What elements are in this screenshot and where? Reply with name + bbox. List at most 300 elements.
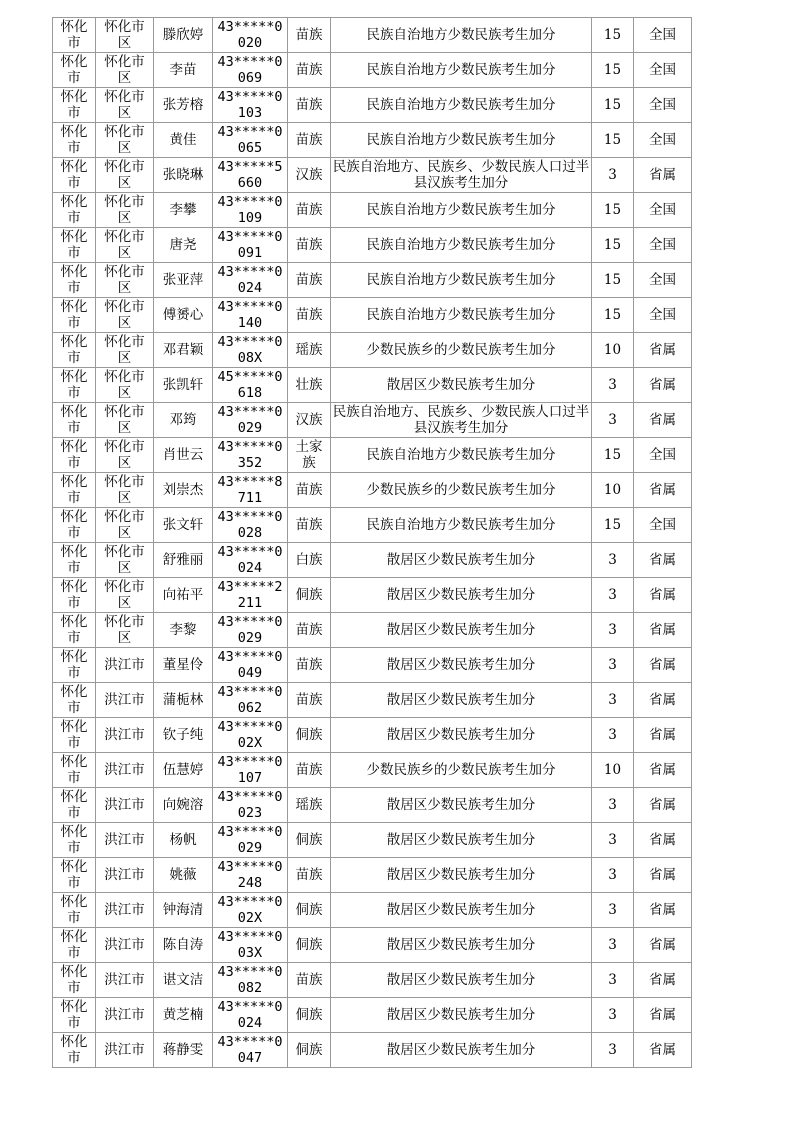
city-cell — [53, 753, 96, 788]
bonus-points-cell — [592, 893, 634, 928]
county-cell-text: 怀化市区 — [104, 159, 145, 191]
bonus-reason-cell — [331, 368, 592, 403]
city-cell — [53, 88, 96, 123]
ethnicity-cell-text: 瑶族 — [295, 342, 323, 358]
city-cell — [53, 1033, 96, 1068]
ethnicity-cell-text: 苗族 — [295, 972, 323, 988]
bonus-points-cell-text: 15 — [603, 132, 622, 148]
city-cell — [53, 368, 96, 403]
name-cell — [154, 298, 213, 333]
bonus-points-cell-text: 3 — [608, 832, 617, 848]
name-cell-text: 伍慧婷 — [162, 762, 204, 778]
bonus-reason-cell — [331, 473, 592, 508]
table-row — [53, 53, 692, 88]
name-cell-text: 李苗 — [169, 62, 197, 78]
name-cell-text: 陈自涛 — [162, 937, 204, 953]
id-number-cell — [213, 298, 288, 333]
table-row — [53, 753, 692, 788]
ethnicity-cell-text: 侗族 — [295, 937, 323, 953]
scope-cell — [634, 473, 692, 508]
scope-cell-text: 省属 — [649, 412, 676, 428]
table-row — [53, 508, 692, 543]
bonus-reason-cell-text: 民族自治地方少数民族考生加分 — [366, 27, 556, 43]
id-number-cell-text: 43*****0020 — [217, 19, 283, 51]
id-number-cell-text: 43*****0024 — [217, 264, 283, 296]
id-number-cell — [213, 158, 288, 193]
id-number-cell-text: 43*****0028 — [217, 509, 283, 541]
bonus-reason-cell-text: 散居区少数民族考生加分 — [386, 587, 536, 603]
county-cell-text: 洪江市 — [104, 762, 145, 778]
scope-cell — [634, 963, 692, 998]
name-cell — [154, 648, 213, 683]
id-number-cell-text: 43*****0029 — [217, 824, 283, 856]
bonus-points-cell — [592, 648, 634, 683]
scope-cell-text: 省属 — [649, 167, 676, 183]
scope-cell — [634, 263, 692, 298]
name-cell-text: 滕欣婷 — [162, 27, 204, 43]
bonus-points-cell — [592, 18, 634, 53]
bonus-points-cell — [592, 53, 634, 88]
bonus-reason-cell-text: 散居区少数民族考生加分 — [386, 1042, 536, 1058]
bonus-reason-cell-text: 民族自治地方少数民族考生加分 — [366, 202, 556, 218]
id-number-cell-text: 43*****0091 — [217, 229, 283, 261]
bonus-reason-cell-text: 民族自治地方、民族乡、少数民族人口过半县汉族考生加分 — [332, 159, 590, 191]
bonus-reason-cell-text: 民族自治地方、民族乡、少数民族人口过半县汉族考生加分 — [332, 404, 590, 436]
bonus-points-cell — [592, 823, 634, 858]
bonus-points-cell-text: 15 — [603, 517, 622, 533]
name-cell — [154, 193, 213, 228]
ethnicity-cell-text: 苗族 — [295, 27, 323, 43]
scope-cell — [634, 893, 692, 928]
name-cell — [154, 438, 213, 473]
ethnicity-cell-text: 侗族 — [295, 902, 323, 918]
city-cell-text: 怀化市 — [60, 474, 88, 506]
id-number-cell-text: 43*****0140 — [217, 299, 283, 331]
county-cell — [96, 613, 154, 648]
id-number-cell-text: 43*****0023 — [217, 789, 283, 821]
county-cell — [96, 403, 154, 438]
name-cell-text: 钟海清 — [162, 902, 204, 918]
table-row — [53, 578, 692, 613]
scope-cell — [634, 18, 692, 53]
county-cell-text: 怀化市区 — [104, 579, 145, 611]
id-number-cell — [213, 508, 288, 543]
ethnicity-cell — [288, 508, 331, 543]
name-cell — [154, 158, 213, 193]
bonus-reason-cell-text: 民族自治地方少数民族考生加分 — [366, 132, 556, 148]
id-number-cell-text: 43*****0107 — [217, 754, 283, 786]
bonus-reason-cell-text: 散居区少数民族考生加分 — [386, 657, 536, 673]
bonus-reason-cell-text: 少数民族乡的少数民族考生加分 — [366, 482, 556, 498]
ethnicity-cell — [288, 823, 331, 858]
ethnicity-cell-text: 侗族 — [295, 1007, 323, 1023]
city-cell-text: 怀化市 — [60, 334, 88, 366]
city-cell — [53, 123, 96, 158]
county-cell — [96, 123, 154, 158]
bonus-points-cell — [592, 928, 634, 963]
bonus-points-cell — [592, 963, 634, 998]
scope-cell — [634, 753, 692, 788]
scope-cell-text: 省属 — [649, 482, 676, 498]
county-cell-text: 怀化市区 — [104, 194, 145, 226]
table-row — [53, 613, 692, 648]
id-number-cell — [213, 368, 288, 403]
id-number-cell-text: 43*****0248 — [217, 859, 283, 891]
id-number-cell — [213, 718, 288, 753]
scope-cell-text: 省属 — [649, 867, 676, 883]
table-row — [53, 298, 692, 333]
bonus-points-cell-text: 15 — [603, 27, 622, 43]
id-number-cell-text: 43*****0029 — [217, 614, 283, 646]
city-cell-text: 怀化市 — [60, 579, 88, 611]
table-row — [53, 333, 692, 368]
id-number-cell — [213, 1033, 288, 1068]
bonus-reason-cell — [331, 788, 592, 823]
table-row — [53, 928, 692, 963]
scope-cell — [634, 543, 692, 578]
city-cell — [53, 823, 96, 858]
city-cell-text: 怀化市 — [60, 964, 88, 996]
name-cell — [154, 543, 213, 578]
county-cell-text: 怀化市区 — [104, 474, 145, 506]
id-number-cell-text: 43*****0049 — [217, 649, 283, 681]
bonus-points-cell-text: 10 — [603, 762, 622, 778]
table-row — [53, 543, 692, 578]
name-cell-text: 邓君颖 — [162, 342, 204, 358]
city-cell-text: 怀化市 — [60, 509, 88, 541]
city-cell-text: 怀化市 — [60, 404, 88, 436]
bonus-points-cell — [592, 683, 634, 718]
city-cell-text: 怀化市 — [60, 264, 88, 296]
ethnicity-cell-text: 土家族 — [295, 439, 323, 471]
name-cell — [154, 788, 213, 823]
city-cell — [53, 683, 96, 718]
county-cell — [96, 718, 154, 753]
bonus-reason-cell — [331, 298, 592, 333]
table-row — [53, 963, 692, 998]
scope-cell-text: 省属 — [649, 377, 676, 393]
bonus-reason-cell-text: 散居区少数民族考生加分 — [386, 937, 536, 953]
name-cell — [154, 473, 213, 508]
id-number-cell-text: 43*****0065 — [217, 124, 283, 156]
id-number-cell — [213, 963, 288, 998]
city-cell-text: 怀化市 — [60, 824, 88, 856]
bonus-points-cell-text: 3 — [608, 797, 617, 813]
bonus-reason-cell-text: 散居区少数民族考生加分 — [386, 727, 536, 743]
city-cell — [53, 543, 96, 578]
bonus-reason-cell-text: 少数民族乡的少数民族考生加分 — [366, 342, 556, 358]
bonus-points-cell — [592, 718, 634, 753]
table-row — [53, 718, 692, 753]
city-cell-text: 怀化市 — [60, 299, 88, 331]
bonus-reason-cell — [331, 893, 592, 928]
name-cell-text: 舒雅丽 — [162, 552, 204, 568]
name-cell-text: 张凯轩 — [162, 377, 204, 393]
ethnicity-cell-text: 汉族 — [295, 412, 323, 428]
county-cell-text: 怀化市区 — [104, 439, 145, 471]
bonus-points-cell — [592, 543, 634, 578]
name-cell-text: 张芳榕 — [162, 97, 204, 113]
id-number-cell — [213, 53, 288, 88]
bonus-reason-cell — [331, 403, 592, 438]
city-cell-text: 怀化市 — [60, 54, 88, 86]
name-cell-text: 谌文洁 — [162, 972, 204, 988]
id-number-cell — [213, 228, 288, 263]
county-cell — [96, 298, 154, 333]
city-cell — [53, 298, 96, 333]
scope-cell — [634, 88, 692, 123]
bonus-points-cell — [592, 578, 634, 613]
bonus-reason-cell — [331, 123, 592, 158]
scope-cell-text: 省属 — [649, 762, 676, 778]
ethnicity-cell-text: 苗族 — [295, 692, 323, 708]
bonus-points-cell-text: 15 — [603, 237, 622, 253]
table-row — [53, 228, 692, 263]
name-cell-text: 姚薇 — [169, 867, 197, 883]
name-cell — [154, 998, 213, 1033]
ethnicity-cell-text: 白族 — [295, 552, 323, 568]
id-number-cell-text: 43*****0024 — [217, 544, 283, 576]
county-cell-text: 洪江市 — [104, 867, 145, 883]
city-cell — [53, 928, 96, 963]
bonus-reason-cell-text: 民族自治地方少数民族考生加分 — [366, 447, 556, 463]
bonus-reason-cell-text: 散居区少数民族考生加分 — [386, 622, 536, 638]
city-cell — [53, 333, 96, 368]
bonus-points-cell — [592, 858, 634, 893]
county-cell — [96, 683, 154, 718]
scope-cell-text: 省属 — [649, 902, 676, 918]
bonus-points-cell-text: 15 — [603, 307, 622, 323]
ethnicity-cell-text: 壮族 — [295, 377, 323, 393]
county-cell — [96, 193, 154, 228]
name-cell-text: 傅赟心 — [162, 307, 204, 323]
name-cell — [154, 928, 213, 963]
bonus-points-cell — [592, 473, 634, 508]
county-cell — [96, 263, 154, 298]
city-cell — [53, 858, 96, 893]
ethnicity-cell — [288, 88, 331, 123]
county-cell-text: 洪江市 — [104, 902, 145, 918]
bonus-reason-cell — [331, 858, 592, 893]
city-cell-text: 怀化市 — [60, 894, 88, 926]
ethnicity-cell-text: 苗族 — [295, 307, 323, 323]
bonus-points-cell — [592, 298, 634, 333]
county-cell — [96, 333, 154, 368]
bonus-reason-cell-text: 少数民族乡的少数民族考生加分 — [366, 762, 556, 778]
ethnicity-cell-text: 苗族 — [295, 762, 323, 778]
bonus-points-cell-text: 3 — [608, 972, 617, 988]
bonus-points-cell — [592, 508, 634, 543]
city-cell — [53, 508, 96, 543]
name-cell-text: 李攀 — [169, 202, 197, 218]
table-row — [53, 123, 692, 158]
id-number-cell — [213, 683, 288, 718]
county-cell-text: 洪江市 — [104, 972, 145, 988]
bonus-reason-cell — [331, 18, 592, 53]
id-number-cell — [213, 578, 288, 613]
bonus-reason-cell — [331, 543, 592, 578]
scope-cell — [634, 1033, 692, 1068]
bonus-reason-cell-text: 民族自治地方少数民族考生加分 — [366, 272, 556, 288]
scope-cell — [634, 158, 692, 193]
scope-cell — [634, 823, 692, 858]
id-number-cell-text: 43*****002X — [217, 719, 283, 751]
ethnicity-cell-text: 瑶族 — [295, 797, 323, 813]
name-cell — [154, 228, 213, 263]
bonus-reason-cell-text: 散居区少数民族考生加分 — [386, 797, 536, 813]
city-cell-text: 怀化市 — [60, 369, 88, 401]
id-number-cell-text: 43*****008X — [217, 334, 283, 366]
table-row — [53, 193, 692, 228]
bonus-reason-cell-text: 民族自治地方少数民族考生加分 — [366, 97, 556, 113]
ethnicity-cell-text: 苗族 — [295, 622, 323, 638]
ethnicity-cell-text: 苗族 — [295, 272, 323, 288]
name-cell — [154, 88, 213, 123]
county-cell-text: 洪江市 — [104, 727, 145, 743]
id-number-cell-text: 43*****0082 — [217, 964, 283, 996]
bonus-points-cell-text: 15 — [603, 62, 622, 78]
bonus-points-cell — [592, 788, 634, 823]
county-cell — [96, 508, 154, 543]
ethnicity-cell-text: 苗族 — [295, 867, 323, 883]
id-number-cell-text: 43*****0109 — [217, 194, 283, 226]
city-cell — [53, 998, 96, 1033]
ethnicity-cell — [288, 1033, 331, 1068]
county-cell — [96, 963, 154, 998]
name-cell — [154, 963, 213, 998]
city-cell-text: 怀化市 — [60, 1034, 88, 1066]
name-cell — [154, 613, 213, 648]
scope-cell-text: 全国 — [649, 447, 676, 463]
scope-cell — [634, 508, 692, 543]
table-row — [53, 263, 692, 298]
id-number-cell-text: 45*****0618 — [217, 369, 283, 401]
table-row — [53, 438, 692, 473]
city-cell-text: 怀化市 — [60, 19, 88, 51]
bonus-points-cell — [592, 193, 634, 228]
city-cell-text: 怀化市 — [60, 229, 88, 261]
id-number-cell — [213, 438, 288, 473]
bonus-points-cell — [592, 123, 634, 158]
county-cell-text: 洪江市 — [104, 657, 145, 673]
bonus-reason-cell — [331, 753, 592, 788]
county-cell-text: 怀化市区 — [104, 264, 145, 296]
ethnicity-cell-text: 汉族 — [295, 167, 323, 183]
table-row — [53, 683, 692, 718]
city-cell-text: 怀化市 — [60, 719, 88, 751]
name-cell-text: 董星伶 — [162, 657, 204, 673]
id-number-cell — [213, 648, 288, 683]
city-cell — [53, 403, 96, 438]
bonus-reason-cell — [331, 998, 592, 1033]
ethnicity-cell-text: 侗族 — [295, 587, 323, 603]
name-cell — [154, 18, 213, 53]
ethnicity-cell — [288, 998, 331, 1033]
county-cell-text: 怀化市区 — [104, 299, 145, 331]
ethnicity-cell — [288, 718, 331, 753]
table-row — [53, 893, 692, 928]
county-cell-text: 洪江市 — [104, 797, 145, 813]
bonus-points-cell-text: 15 — [603, 272, 622, 288]
scope-cell-text: 省属 — [649, 832, 676, 848]
county-cell — [96, 893, 154, 928]
bonus-points-cell — [592, 753, 634, 788]
county-cell — [96, 928, 154, 963]
ethnicity-cell — [288, 648, 331, 683]
id-number-cell — [213, 613, 288, 648]
ethnicity-cell — [288, 18, 331, 53]
scope-cell — [634, 438, 692, 473]
county-cell — [96, 18, 154, 53]
bonus-reason-cell — [331, 648, 592, 683]
city-cell — [53, 893, 96, 928]
city-cell-text: 怀化市 — [60, 929, 88, 961]
bonus-reason-cell-text: 散居区少数民族考生加分 — [386, 552, 536, 568]
scope-cell — [634, 403, 692, 438]
id-number-cell-text: 43*****8711 — [217, 474, 283, 506]
ethnicity-cell — [288, 53, 331, 88]
ethnicity-cell-text: 侗族 — [295, 1042, 323, 1058]
ethnicity-cell — [288, 963, 331, 998]
name-cell — [154, 403, 213, 438]
bonus-reason-cell-text: 散居区少数民族考生加分 — [386, 1007, 536, 1023]
bonus-reason-cell-text: 民族自治地方少数民族考生加分 — [366, 517, 556, 533]
county-cell-text: 怀化市区 — [104, 544, 145, 576]
county-cell-text: 怀化市区 — [104, 54, 145, 86]
scope-cell — [634, 788, 692, 823]
county-cell — [96, 368, 154, 403]
table-row — [53, 648, 692, 683]
bonus-points-cell-text: 3 — [608, 552, 617, 568]
ethnicity-cell — [288, 403, 331, 438]
ethnicity-cell-text: 侗族 — [295, 727, 323, 743]
city-cell — [53, 648, 96, 683]
scope-cell-text: 全国 — [649, 272, 676, 288]
ethnicity-cell-text: 苗族 — [295, 657, 323, 673]
ethnicity-cell — [288, 158, 331, 193]
name-cell — [154, 368, 213, 403]
county-cell — [96, 858, 154, 893]
id-number-cell — [213, 88, 288, 123]
bonus-reason-cell — [331, 613, 592, 648]
bonus-reason-cell-text: 散居区少数民族考生加分 — [386, 832, 536, 848]
county-cell — [96, 438, 154, 473]
name-cell-text: 唐尧 — [169, 237, 197, 253]
bonus-points-cell-text: 3 — [608, 377, 617, 393]
city-cell-text: 怀化市 — [60, 859, 88, 891]
city-cell-text: 怀化市 — [60, 544, 88, 576]
id-number-cell-text: 43*****003X — [217, 929, 283, 961]
scope-cell-text: 省属 — [649, 622, 676, 638]
name-cell — [154, 508, 213, 543]
name-cell-text: 刘崇杰 — [162, 482, 204, 498]
bonus-reason-cell — [331, 158, 592, 193]
bonus-points-cell-text: 3 — [608, 657, 617, 673]
bonus-reason-cell — [331, 823, 592, 858]
ethnicity-cell — [288, 858, 331, 893]
id-number-cell-text: 43*****0069 — [217, 54, 283, 86]
city-cell — [53, 263, 96, 298]
id-number-cell-text: 43*****0029 — [217, 404, 283, 436]
bonus-reason-cell — [331, 228, 592, 263]
bonus-reason-cell — [331, 263, 592, 298]
name-cell — [154, 578, 213, 613]
bonus-points-cell-text: 3 — [608, 1042, 617, 1058]
bonus-points-cell — [592, 1033, 634, 1068]
bonus-reason-cell — [331, 333, 592, 368]
bonus-reason-cell — [331, 718, 592, 753]
county-cell — [96, 158, 154, 193]
